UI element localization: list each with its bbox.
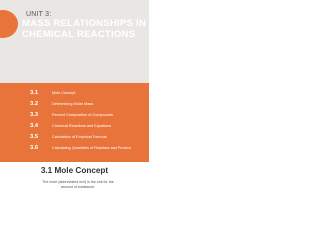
toc-label: Calculating Quantities of Reactant and Product — [52, 146, 131, 150]
toc-number: 3.2 — [30, 101, 39, 107]
toc-number: 3.5 — [30, 134, 39, 140]
toc-number: 3.4 — [30, 123, 39, 129]
toc-item — [30, 122, 148, 133]
toc-label: Chemical Reactions and Equations — [52, 124, 112, 128]
title-panel — [0, 0, 149, 83]
toc-label: Determining Molar Mass — [52, 102, 94, 106]
toc-item — [30, 89, 148, 100]
toc-item — [30, 100, 148, 111]
table-of-contents — [30, 89, 148, 155]
toc-number: 3.6 — [30, 145, 39, 151]
toc-label: Mole Concept — [52, 91, 76, 95]
chapter-title: MASS RELATIONSHIPS IN CHEMICAL REACTIONS — [22, 18, 146, 40]
document-page — [0, 0, 149, 198]
toc-item — [30, 111, 148, 122]
unit-label: UNIT 3: — [26, 11, 52, 18]
toc-item — [30, 144, 148, 155]
section-body-text: The mole (abbreviated mol) is the unit for the amount of substance. — [42, 180, 114, 189]
toc-number: 3.3 — [30, 112, 39, 118]
toc-label: Percent Composition of Compounds — [52, 113, 113, 117]
toc-number: 3.1 — [30, 90, 39, 96]
section-heading: 3.1 Mole Concept — [40, 166, 109, 175]
toc-item — [30, 133, 148, 144]
toc-label: Calculation of Empirical Formula — [52, 135, 107, 139]
